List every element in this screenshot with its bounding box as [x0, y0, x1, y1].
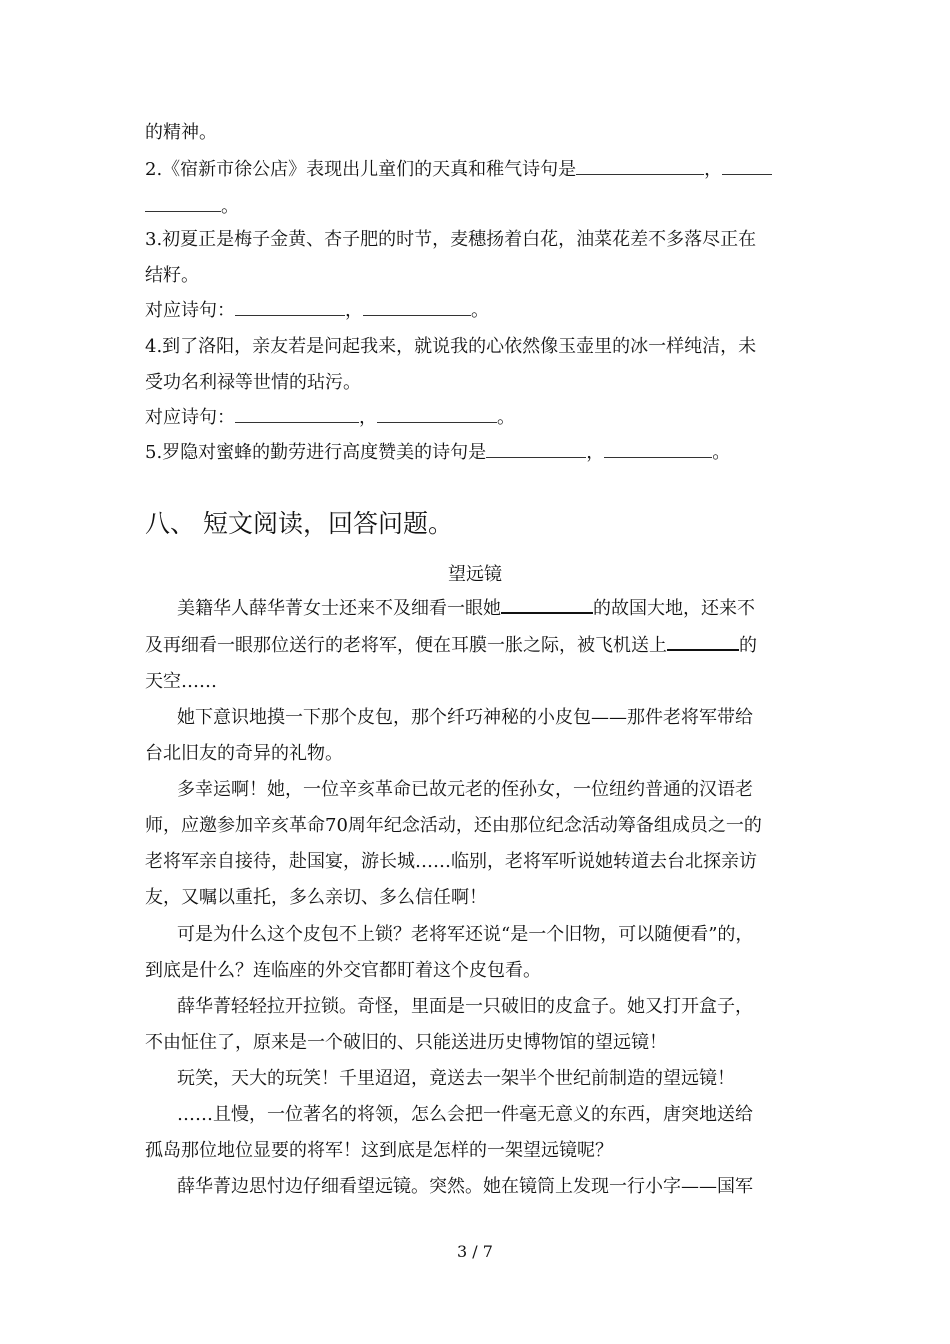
text: 天空…… — [145, 671, 217, 692]
answer-blank[interactable] — [235, 408, 359, 423]
question-4-text: 4.到了洛阳，亲友若是问起我来，就说我的心依然像玉壶里的冰一样纯洁，未 — [145, 336, 757, 357]
question-3-line-continued — [145, 264, 810, 288]
paragraph-line — [177, 923, 810, 947]
text: 师，应邀参加辛亥革命70周年纪念活动，还由那位纪念活动筹备组成员之一的 — [145, 815, 762, 836]
text: 孤岛那位地位显要的将军！这到底是怎样的一架望远镜呢？ — [145, 1140, 613, 1161]
text: 美籍华人薛华菁女士还来不及细看一眼她 — [177, 598, 501, 619]
text: 她下意识地摸一下那个皮包，那个纤巧神秘的小皮包——那件老将军带给 — [177, 707, 753, 728]
punctuation: 。 — [497, 407, 515, 428]
answer-line-4 — [145, 406, 810, 430]
paragraph-line — [177, 1103, 810, 1127]
answer-label: 对应诗句： — [145, 407, 235, 428]
question-2-text: 2.《宿新市徐公店》表现出儿童们的天真和稚气诗句是 — [145, 159, 577, 180]
question-4-text: 受功名利禄等世情的玷污。 — [145, 372, 361, 393]
question-2-line-continued — [145, 195, 810, 219]
question-3-text: 结籽。 — [145, 265, 199, 286]
paragraph-line — [145, 886, 810, 910]
punctuation: ， — [359, 407, 377, 428]
paragraph-line — [145, 814, 810, 838]
text: 多幸运啊！她，一位辛亥革命已故元老的侄孙女，一位纽约普通的汉语老 — [177, 779, 753, 800]
paragraph-line — [177, 995, 810, 1019]
paragraph-line — [145, 850, 810, 874]
answer-blank[interactable] — [363, 301, 471, 316]
question-3-line — [145, 228, 810, 252]
paragraph-line — [177, 706, 810, 730]
answer-blank[interactable] — [145, 197, 221, 212]
text: 及再细看一眼那位送行的老将军，便在耳膜一胀之际，被飞机送上 — [145, 635, 667, 656]
paragraph-line — [145, 1031, 810, 1055]
paragraph-line — [145, 742, 810, 766]
paragraph-line — [177, 1067, 810, 1091]
text: 的故国大地，还来不 — [593, 598, 755, 619]
paragraph-line — [145, 1139, 810, 1163]
reading-title: 望远镜 — [448, 564, 502, 585]
paragraph-line — [177, 597, 810, 621]
answer-blank[interactable] — [722, 160, 772, 175]
punctuation: ， — [586, 442, 605, 463]
question-3-text: 3.初夏正是梅子金黄、杏子肥的时节，麦穗扬着白花，油菜花差不多落尽正在 — [145, 229, 757, 250]
punctuation: 。 — [471, 300, 489, 321]
punctuation: ， — [704, 159, 723, 180]
paragraph-line — [145, 670, 810, 694]
answer-blank[interactable] — [604, 443, 712, 458]
question-4-line-continued — [145, 371, 810, 395]
answer-blank[interactable] — [501, 597, 593, 614]
text: 的精神。 — [145, 122, 217, 143]
text: 玩笑，天大的玩笑！千里迢迢，竟送去一架半个世纪前制造的望远镜！ — [177, 1068, 735, 1089]
text: 台北旧友的奇异的礼物。 — [145, 743, 343, 764]
punctuation: 。 — [712, 442, 731, 463]
text: 到底是什么？连临座的外交官都盯着这个皮包看。 — [145, 960, 541, 981]
text: 薛华菁边思忖边仔细看望远镜。突然。她在镜筒上发现一行小字——国军 — [177, 1176, 753, 1197]
text: 老将军亲自接待，赴国宴，游长城……临别，老将军听说她转道去台北探亲访 — [145, 851, 757, 872]
question-5-text: 5.罗隐对蜜蜂的勤劳进行高度赞美的诗句是 — [145, 442, 487, 463]
question-2-line — [145, 158, 810, 182]
answer-label: 对应诗句： — [145, 300, 235, 321]
paragraph-line — [145, 959, 810, 983]
answer-blank[interactable] — [377, 408, 497, 423]
answer-line-3 — [145, 299, 810, 323]
page-number: 3 / 7 — [457, 1242, 493, 1261]
paragraph-line — [177, 778, 810, 802]
answer-blank[interactable] — [667, 634, 739, 651]
punctuation: ， — [345, 300, 363, 321]
paragraph-line — [177, 1175, 810, 1199]
answer-blank[interactable] — [486, 443, 586, 458]
text: ……且慢，一位著名的将领，怎么会把一件毫无意义的东西，唐突地送给 — [177, 1104, 753, 1125]
answer-blank[interactable] — [235, 301, 345, 316]
section-title: 八、 短文阅读，回答问题。 — [145, 509, 453, 538]
question-5-line — [145, 441, 810, 465]
text: 友，又嘱以重托，多么亲切、多么信任啊！ — [145, 887, 487, 908]
answer-blank[interactable] — [576, 160, 704, 175]
text: 不由怔住了，原来是一个破旧的、只能送进历史博物馆的望远镜！ — [145, 1032, 667, 1053]
paragraph-line — [145, 634, 810, 658]
punctuation: 。 — [221, 196, 239, 217]
text-line — [145, 121, 810, 145]
question-4-line — [145, 335, 810, 359]
text: 的 — [739, 635, 757, 656]
text: 可是为什么这个皮包不上锁？老将军还说“是一个旧物，可以随便看”的， — [177, 924, 754, 945]
text: 薛华菁轻轻拉开拉锁。奇怪，里面是一只破旧的皮盒子。她又打开盒子， — [177, 996, 753, 1017]
